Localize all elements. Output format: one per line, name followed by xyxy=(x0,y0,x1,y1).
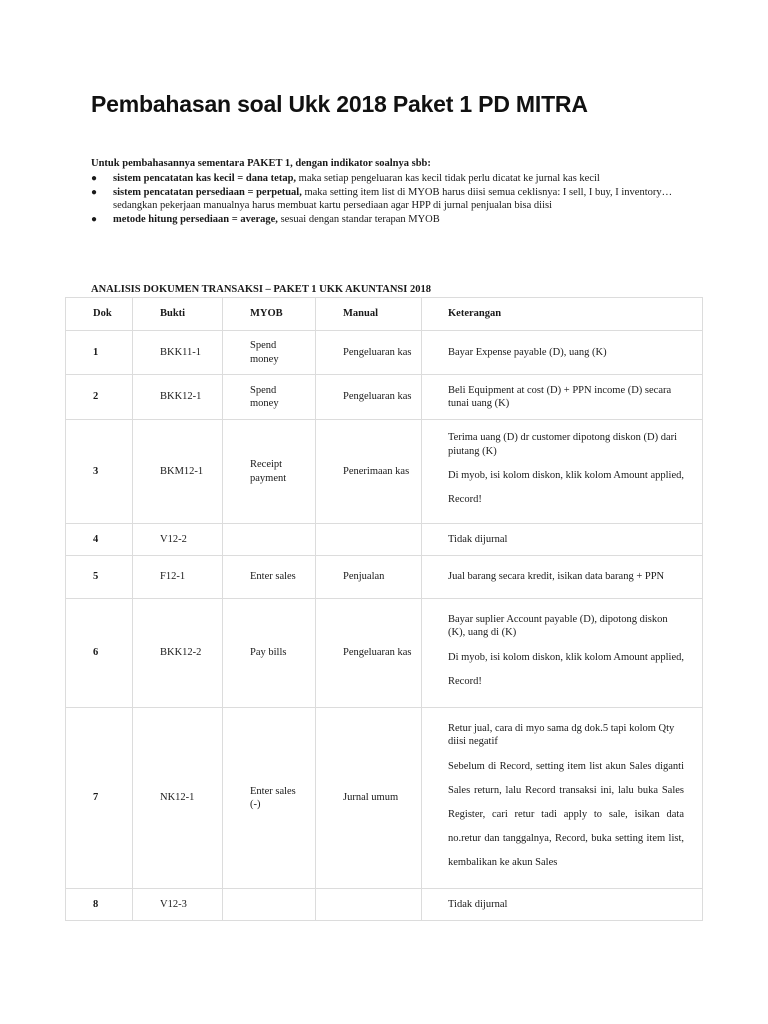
indicator-term: metode hitung persediaan = average, xyxy=(113,214,278,225)
indicator-description: sesuai dengan standar terapan MYOB xyxy=(277,214,440,225)
table-row xyxy=(66,420,703,524)
cell-bukti: V12-3 xyxy=(133,889,223,921)
indicator-item xyxy=(91,186,691,212)
cell-manual: Penerimaan kas xyxy=(316,420,422,524)
keterangan-line: Di myob, isi kolom diskon, klik kolom Amount applied, Record! xyxy=(448,470,684,505)
keterangan-line: Tidak dijurnal xyxy=(448,533,508,545)
table-header-row xyxy=(66,298,703,331)
keterangan-line: Beli Equipment at cost (D) + PPN income (D) secara tunai uang (K) xyxy=(448,384,672,409)
cell-dok: 5 xyxy=(66,556,133,599)
table-row xyxy=(66,889,703,921)
cell-myob: Spend money xyxy=(223,375,316,420)
keterangan-line: Di myob, isi kolom diskon, klik kolom Amount applied, Record! xyxy=(448,651,684,687)
cell-dok: 8 xyxy=(66,889,133,921)
table-row xyxy=(66,375,703,420)
cell-manual: Pengeluaran kas xyxy=(316,375,422,420)
cell-manual: Pengeluaran kas xyxy=(316,331,422,375)
cell-manual xyxy=(316,524,422,556)
indicator-list xyxy=(91,172,691,226)
bullet-icon: ● xyxy=(91,173,98,184)
intro-text: Untuk pembahasannya sementara PAKET 1, dengan indikator soalnya sbb: xyxy=(91,158,431,169)
cell-dok: 7 xyxy=(66,708,133,889)
keterangan-line: Terima uang (D) dr customer dipotong diskon (D) dari piutang (K) xyxy=(448,432,678,457)
indicator-description: maka setiap pengeluaran kas kecil tidak perlu dicatat ke jurnal kas kecil xyxy=(296,173,600,184)
bullet-icon: ● xyxy=(91,214,98,225)
header-myob: MYOB xyxy=(223,298,316,331)
cell-keterangan xyxy=(422,420,703,524)
cell-manual xyxy=(316,889,422,921)
cell-dok: 6 xyxy=(66,599,133,708)
transaction-analysis-table xyxy=(65,297,703,921)
cell-keterangan xyxy=(422,708,703,889)
table-title: ANALISIS DOKUMEN TRANSAKSI – PAKET 1 UKK AKUNTANSI 2018 xyxy=(91,284,431,295)
cell-bukti: F12-1 xyxy=(133,556,223,599)
cell-bukti: BKK11-1 xyxy=(133,331,223,375)
cell-bukti: BKK12-1 xyxy=(133,375,223,420)
cell-bukti: NK12-1 xyxy=(133,708,223,889)
keterangan-line: Bayar suplier Account payable (D), dipotong diskon (K), uang di (K) xyxy=(448,613,668,638)
keterangan-line: Sebelum di Record, setting item list akun Sales diganti Sales return, lalu Record transaksi ini, lalu buka Sales Register, cari retur tadi apply to sale, isikan data no.retur dan tanggalnya, Record, buka setting item list, kembalikan ke akun Sales xyxy=(448,760,684,868)
cell-manual: Jurnal umum xyxy=(316,708,422,889)
indicator-term: sistem pencatatan persediaan = perpetual, xyxy=(113,187,302,198)
cell-myob xyxy=(223,524,316,556)
cell-keterangan xyxy=(422,331,703,375)
cell-bukti: BKM12-1 xyxy=(133,420,223,524)
cell-keterangan xyxy=(422,889,703,921)
cell-bukti: BKK12-2 xyxy=(133,599,223,708)
intro-section xyxy=(91,157,691,227)
cell-bukti: V12-2 xyxy=(133,524,223,556)
cell-myob: Receipt payment xyxy=(223,420,316,524)
table-row xyxy=(66,556,703,599)
page-title: Pembahasan soal Ukk 2018 Paket 1 PD MITRA xyxy=(91,91,588,117)
cell-keterangan xyxy=(422,524,703,556)
keterangan-line: Jual barang secara kredit, isikan data barang + PPN xyxy=(448,571,665,583)
cell-dok: 3 xyxy=(66,420,133,524)
indicator-item xyxy=(91,213,691,226)
header-keterangan: Keterangan xyxy=(422,298,703,331)
cell-myob: Enter sales (-) xyxy=(223,708,316,889)
cell-keterangan xyxy=(422,556,703,599)
bullet-icon: ● xyxy=(91,187,98,198)
header-bukti: Bukti xyxy=(133,298,223,331)
table-row xyxy=(66,599,703,708)
cell-myob xyxy=(223,889,316,921)
table-row xyxy=(66,708,703,889)
header-manual: Manual xyxy=(316,298,422,331)
cell-manual: Pengeluaran kas xyxy=(316,599,422,708)
header-dok: Dok xyxy=(66,298,133,331)
keterangan-line: Retur jual, cara di myo sama dg dok.5 tapi kolom Qty diisi negatif xyxy=(448,722,675,747)
cell-keterangan xyxy=(422,375,703,420)
table-row xyxy=(66,331,703,375)
cell-myob: Enter sales xyxy=(223,556,316,599)
keterangan-line: Bayar Expense payable (D), uang (K) xyxy=(448,346,607,358)
cell-dok: 4 xyxy=(66,524,133,556)
cell-myob: Spend money xyxy=(223,331,316,375)
indicator-term: sistem pencatatan kas kecil = dana tetap, xyxy=(113,173,297,184)
table-row xyxy=(66,524,703,556)
cell-dok: 1 xyxy=(66,331,133,375)
keterangan-line: Tidak dijurnal xyxy=(448,898,508,910)
cell-keterangan xyxy=(422,599,703,708)
cell-dok: 2 xyxy=(66,375,133,420)
indicator-description: maka setting item list di MYOB harus diisi semua ceklisnya: I sell, I buy, I inventory… sedangkan pekerjaan manualnya harus membuat kartu persediaan agar HPP di jurnal penjualan bisa diisi xyxy=(113,187,673,211)
indicator-item xyxy=(91,172,691,185)
cell-manual: Penjualan xyxy=(316,556,422,599)
cell-myob: Pay bills xyxy=(223,599,316,708)
